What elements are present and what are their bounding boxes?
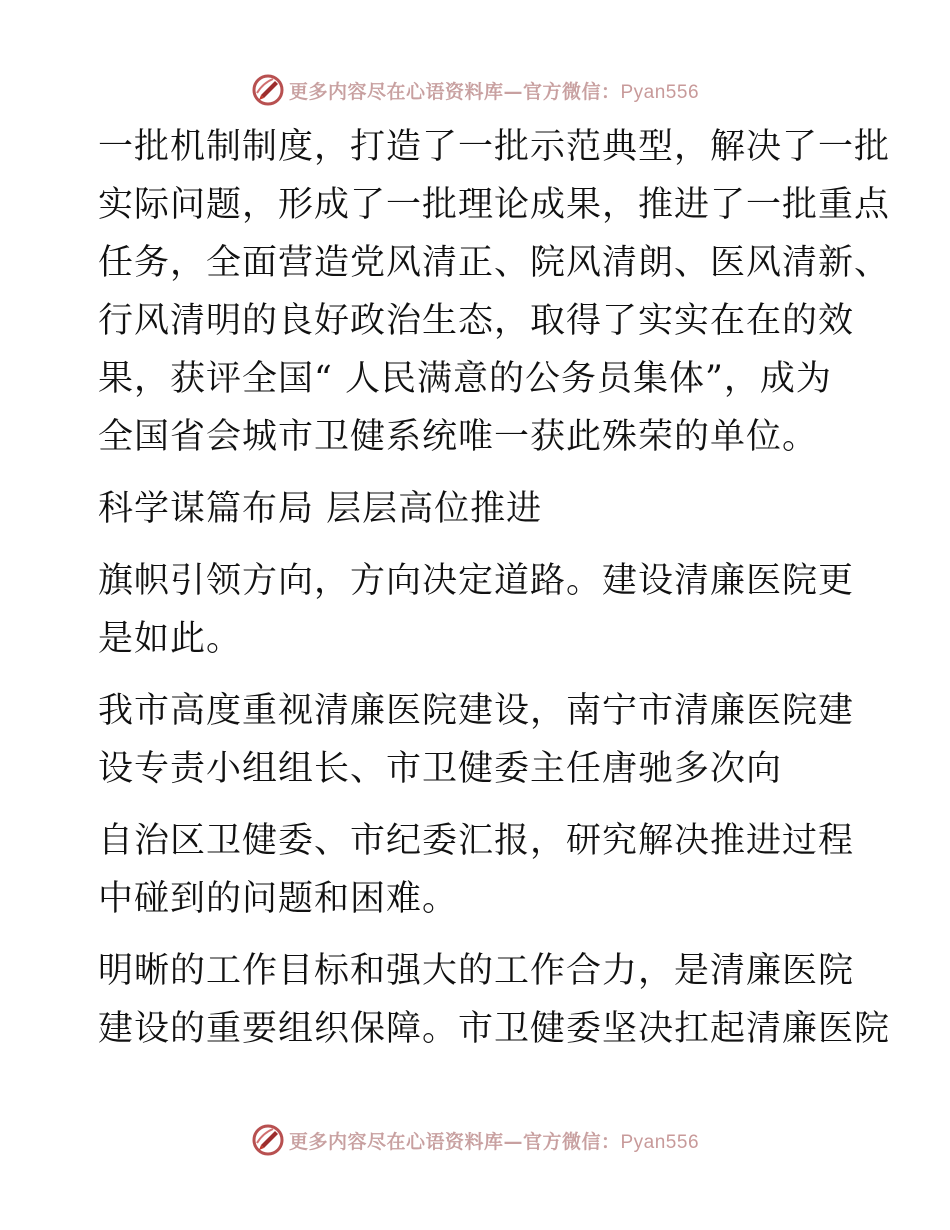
- text-line: 自治区卫健委、市纪委汇报，研究解决推进过程: [98, 821, 855, 861]
- paragraph-4: [98, 812, 858, 928]
- text-line: 中碰到的问题和困难。: [98, 879, 459, 919]
- section-heading: 科学谋篇布局 层层高位推进: [98, 489, 543, 529]
- text-line: 是如此。: [98, 619, 243, 659]
- text-line: 果，获评全国“ 人民满意的公务员集体”，成为: [98, 359, 832, 399]
- footer-watermark: [0, 1120, 950, 1160]
- paragraph-1: [98, 118, 891, 466]
- text-line: 明晰的工作目标和强大的工作合力，是清廉医院: [98, 951, 855, 991]
- text-line: 建设的重要组织保障。市卫健委坚决扛起清廉医院: [98, 1009, 891, 1049]
- text-line: 一批机制制度，打造了一批示范典型，解决了一批: [98, 127, 891, 167]
- header-watermark: [0, 70, 950, 110]
- footer-text: 更多内容尽在心语资料库—官方微信：Pyan556: [288, 1130, 700, 1153]
- text-line: 我市高度重视清廉医院建设，南宁市清廉医院建: [98, 691, 855, 731]
- header-text: 更多内容尽在心语资料库—官方微信：Pyan556: [288, 80, 700, 103]
- text-line: 行风清明的良好政治生态，取得了实实在在的效: [98, 301, 855, 341]
- paragraph-2: [98, 552, 858, 668]
- text-line: 设专责小组组长、市卫健委主任唐驰多次向: [98, 749, 783, 789]
- document-body: [98, 118, 891, 1058]
- header-wechat-id: Pyan556: [620, 81, 700, 103]
- text-line: 实际问题，形成了一批理论成果，推进了一批重点: [98, 185, 891, 225]
- text-line: 全国省会城市卫健系统唯一获此殊荣的单位。: [98, 417, 819, 457]
- text-line: 旗帜引领方向，方向决定道路。建设清廉医院更: [98, 561, 855, 601]
- text-line: 任务，全面营造党风清正、院风清朗、医风清新、: [98, 243, 891, 283]
- logo-icon: [251, 73, 285, 107]
- paragraph-3: [98, 682, 858, 798]
- logo-icon: [251, 1123, 285, 1157]
- paragraph-5: [98, 942, 891, 1058]
- footer-wechat-id: Pyan556: [620, 1131, 700, 1153]
